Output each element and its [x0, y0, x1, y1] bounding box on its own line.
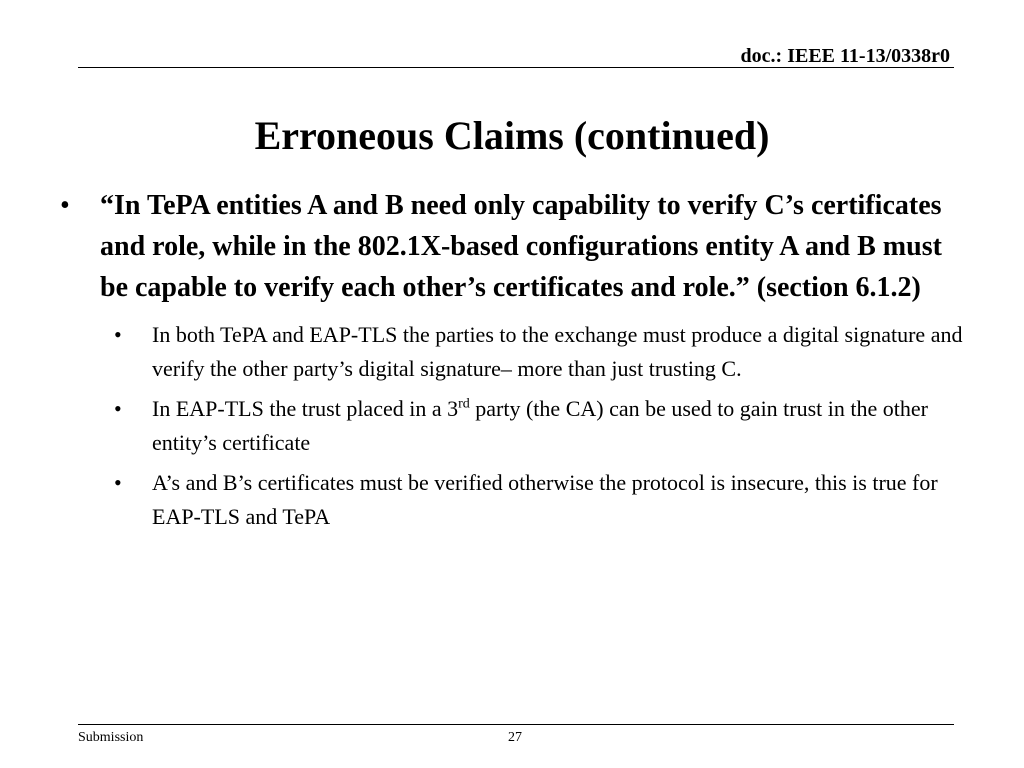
header-divider: [78, 67, 954, 68]
main-bullet: [60, 185, 970, 308]
sub-bullet: [114, 392, 970, 460]
sub-bullet-list: [60, 318, 970, 534]
slide-content: [60, 185, 970, 540]
footer-divider: [78, 724, 954, 725]
sub-bullet-text-end: party (the CA) can be used to gain trust in the other entity’s certificate: [152, 396, 928, 455]
sub-bullet-text: In both TePA and EAP-TLS the parties to the exchange must produce a digital signature and verify the other party’s digital signature– more than just trusting C.: [152, 322, 963, 381]
sub-bullet-text: A’s and B’s certificates must be verified otherwise the protocol is insecure, this is true for EAP-TLS and TePA: [152, 470, 938, 529]
sub-bullet-text-start: In EAP-TLS the trust placed in a 3: [152, 396, 459, 421]
ordinal-superscript: rd: [458, 396, 470, 412]
slide-title: Erroneous Claims (continued): [254, 113, 770, 158]
bullet-icon: •: [60, 190, 70, 221]
page-number: 27: [508, 730, 522, 745]
bullet-icon: •: [114, 322, 122, 347]
sub-bullet: [114, 318, 970, 386]
bullet-icon: •: [114, 470, 122, 495]
bullet-icon: •: [114, 396, 122, 421]
sub-bullet: [114, 466, 970, 534]
document-id: doc.: IEEE 11-13/0338r0: [740, 45, 950, 67]
main-bullet-text: “In TePA entities A and B need only capability to verify C’s certificates and role, while in the 802.1X-based configurations entity A and B must be capable to verify each other’s certificates and role.” (section 6.1.2): [100, 190, 942, 303]
footer-submission: Submission: [78, 730, 144, 745]
